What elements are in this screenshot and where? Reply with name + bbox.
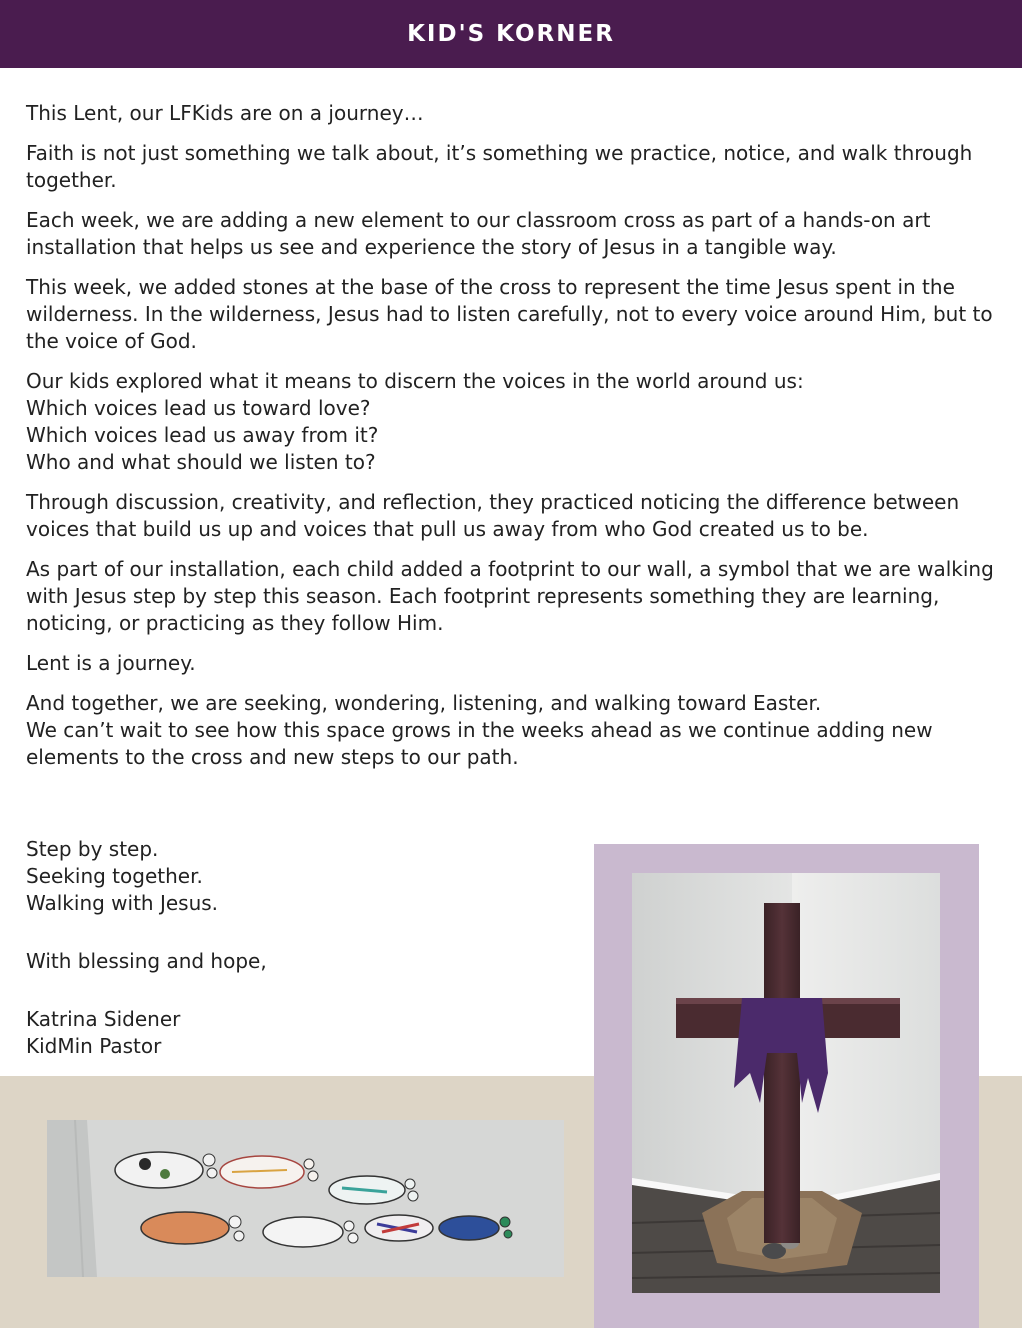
signoff-line-1: Step by step. <box>26 837 159 861</box>
signoff-line-3: Walking with Jesus. <box>26 891 219 915</box>
paragraph-stones: This week, we added stones at the base of the cross to represent the time Jesus spent in the wilderness. In the wilderness, Jesus had to listen carefully, not to every voice around Him, but to the voice of God. <box>26 275 993 353</box>
paragraph-discussion: Through discussion, creativity, and reflection, they practiced noticing the difference between voices that build us up and voices that pull us away from who God created us to be. <box>26 490 960 541</box>
cross-photo <box>632 873 940 1293</box>
cross-upright <box>764 903 800 1243</box>
voices-question-2: Which voices lead us away from it? <box>26 423 379 447</box>
easter-line-2: We can’t wait to see how this space grows in the weeks ahead as we continue adding new elements to the cross and new steps to our path. <box>26 718 933 769</box>
paragraph-voices <box>26 368 998 476</box>
page-title: KID'S KORNER <box>407 21 615 47</box>
paragraph-intro: This Lent, our LFKids are on a journey… <box>26 101 424 125</box>
voices-question-1: Which voices lead us toward love? <box>26 396 371 420</box>
voices-question-3: Who and what should we listen to? <box>26 450 376 474</box>
signoff-line-2: Seeking together. <box>26 864 203 888</box>
paragraph-footprints: As part of our installation, each child added a footprint to our wall, a symbol that we are walking with Jesus step by step this season. Each footprint represents something they are learning, noticing, or practicing as they follow Him. <box>26 557 994 635</box>
footprint <box>365 1215 433 1241</box>
easter-line-1: And together, we are seeking, wondering, listening, and walking toward Easter. <box>26 691 822 715</box>
footprints-photo <box>47 1120 564 1277</box>
author-role: KidMin Pastor <box>26 1034 162 1058</box>
paragraph-lent-journey: Lent is a journey. <box>26 651 196 675</box>
author-name: Katrina Sidener <box>26 1007 181 1031</box>
article-body <box>26 100 998 784</box>
page-header <box>0 0 1022 68</box>
voices-intro: Our kids explored what it means to discern the voices in the world around us: <box>26 369 804 393</box>
signoff <box>26 836 566 1060</box>
paragraph-easter <box>26 690 998 771</box>
paragraph-faith: Faith is not just something we talk about, it’s something we practice, notice, and walk through together. <box>26 141 973 192</box>
paragraph-each-week: Each week, we are adding a new element to our classroom cross as part of a hands-on art installation that helps us see and experience the story of Jesus in a tangible way. <box>26 208 931 259</box>
signoff-closing: With blessing and hope, <box>26 949 267 973</box>
